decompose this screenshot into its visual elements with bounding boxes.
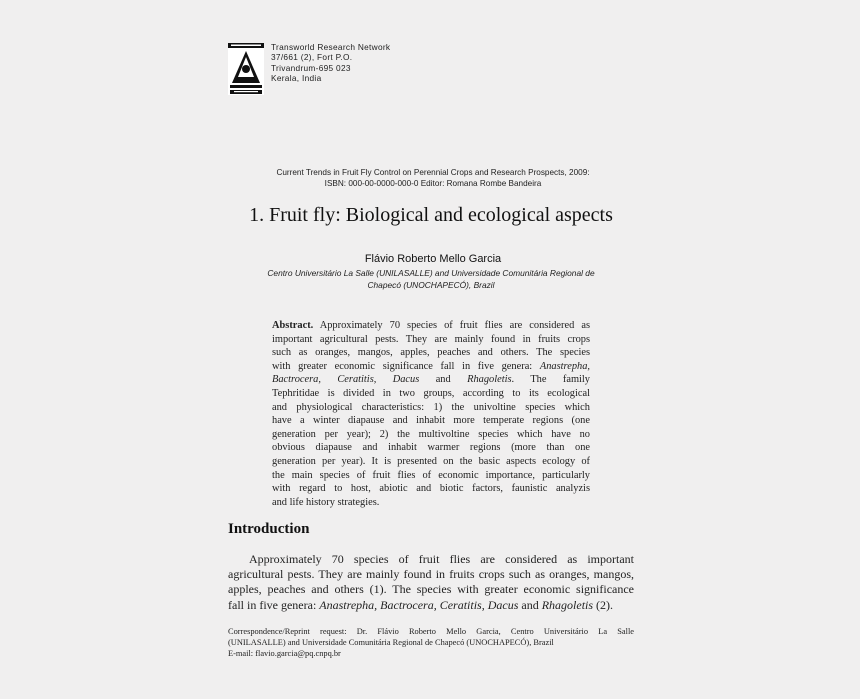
abstract-label: Abstract.	[272, 320, 314, 331]
introduction-body	[228, 552, 634, 613]
intro-text: and	[521, 597, 539, 612]
abstract-line: with regard to host, abiotic and biotic factors, faunistic analyzis	[272, 483, 590, 495]
affiliation-line-1: Centro Universitário La Salle (UNILASALLE) and Universidade Comunitária Regional de	[267, 268, 595, 278]
abstract-word: and	[435, 374, 451, 386]
abstract-line: and life history strategies.	[272, 496, 380, 508]
publisher-name: Transworld Research Network	[271, 42, 391, 52]
affiliation-line-2: Chapecó (UNOCHAPECÓ), Brazil	[367, 280, 495, 290]
abstract-line: with greater economic significance fall in five genera:	[272, 360, 533, 372]
abstract-line: generation per year). It is presented on the basic aspects ecology of	[272, 455, 590, 467]
footnote-line: Correspondence/Reprint request: Dr. Flávio Roberto Mello Garcia, Centro Universitário La Salle	[228, 627, 634, 636]
series-title: Current Trends in Fruit Fly Control on Perennial Crops and Research Prospects, 2009:	[276, 168, 590, 177]
abstract-line: the main species of fruit flies of economic importance, particularly	[272, 469, 590, 481]
genus-name: Rhagoletis	[541, 597, 594, 612]
citation: (2).	[596, 597, 614, 612]
genus-name: Ceratitis,	[337, 374, 377, 386]
chapter-title: 1. Fruit fly: Biological and ecological aspects	[249, 204, 613, 226]
intro-line: apples, peaches and others (1). The species with greater economic significance	[228, 582, 634, 597]
footnote-email: E-mail: flavio.garcia@pq.cnpq.br	[228, 648, 341, 658]
abstract	[272, 319, 590, 509]
intro-line: Approximately 70 species of fruit flies are considered as important	[249, 552, 634, 566]
abstract-line: have a winter diapause and inhabit more temperate regions (one	[272, 415, 590, 427]
publisher-address	[271, 42, 390, 84]
correspondence-footnote	[228, 627, 634, 659]
introduction-heading: Introduction	[228, 521, 310, 537]
author-affiliation	[0, 267, 860, 291]
book-series-info	[0, 167, 860, 189]
genus-name: Dacus	[392, 374, 420, 386]
abstract-line: important agricultural pests. They are mainly found in fruits crops	[272, 333, 590, 345]
abstract-line: and physiological characteristics: 1) the univoltine species which	[272, 401, 590, 413]
isbn-editor: ISBN: 000-00-0000-000-0 Editor: Romana Rombe Bandeira	[324, 179, 542, 188]
footnote-line: (UNILASALLE) and Universidade Comunitária Regional de Chapecó (UNOCHAPECÓ), Brazil	[228, 637, 554, 647]
genus-name: Bactrocera,	[272, 374, 321, 386]
abstract-line: obvious diapause and inhabit warmer regions (more than one	[272, 442, 590, 454]
author-name: Flávio Roberto Mello Garcia	[364, 253, 502, 265]
intro-line: agricultural pests. They are mainly found in fruits crops such as oranges, mangos,	[228, 567, 634, 582]
publisher-street: 37/661 (2), Fort P.O.	[271, 52, 353, 63]
intro-text: fall in five genera:	[228, 597, 317, 612]
publisher-city: Trivandrum-695 023	[271, 62, 351, 73]
genus-list: Anastrepha, Bactrocera, Ceratitis, Dacus	[319, 597, 519, 612]
transworld-logo-icon	[228, 43, 264, 95]
abstract-line: generation per year); 2) the multivoltine species which have no	[272, 428, 590, 440]
genus-name: Anastrepha,	[539, 360, 590, 372]
abstract-word: . The family	[511, 374, 590, 386]
abstract-line: Tephritidae is divided in two groups, according to its ecological	[272, 387, 590, 399]
abstract-line: such as oranges, mangos, apples, peaches and others. The species	[272, 347, 590, 359]
abstract-line: Approximately 70 species of fruit flies are considered as	[319, 320, 590, 331]
publisher-country: Kerala, India	[271, 73, 322, 84]
genus-name: Rhagoletis	[467, 374, 512, 386]
